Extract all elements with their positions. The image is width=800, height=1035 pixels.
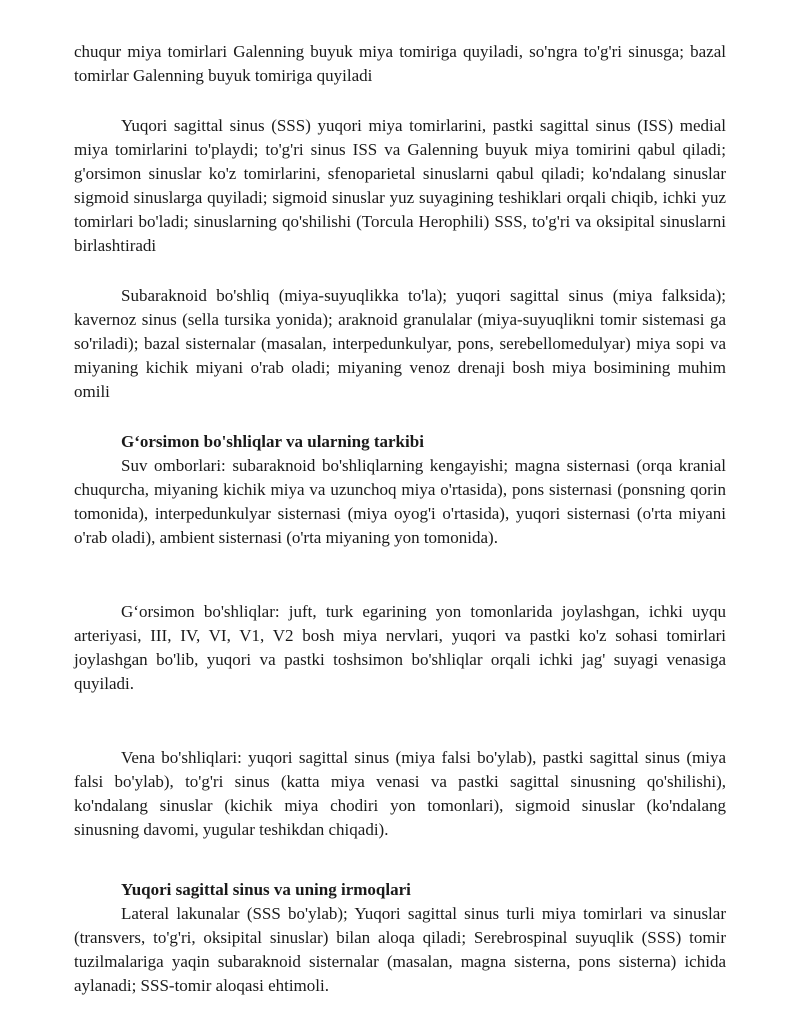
section-heading-sss: Yuqori sagittal sinus va uning irmoqlari [121,880,411,899]
paragraph-cavernous-sinuses: G‘orsimon bo'shliqlar: juft, turk egarining yon tomonlarida joylashgan, ichki uyqu arteriyasi, III, IV, VI, V1, V2 bosh miya nervlari, yuqori va pastki ko'z sohasi tomirlari joylashgan bo'lib, yuqori va pastki toshsimon bo'shliqlar orqali ichki jag' suyagi venasiga quyiladi. [74,602,726,693]
section-heading-cavernous: G‘orsimon bo'shliqlar va ularning tarkibi [121,432,424,451]
paragraph-cisterns: Suv omborlari: subaraknoid bo'shliqlarning kengayishi; magna sisternasi (orqa kranial chuqurcha, miyaning kichik miya va uzunchoq miya o'rtasida), pons sisternasi (ponsning qorin tomonida), interpedunkulyar sisternasi (miya oyog'i o'rtasida), yuqori sisternasi (o'rta miyani o'rab oladi), ambient sisternasi (o'rta miyaning yon tomonida). [74,456,726,547]
paragraph-continuation: chuqur miya tomirlari Galenning buyuk miya tomiriga quyiladi, so'ngra to'g'ri sinusga; bazal tomirlar Galenning buyuk tomiriga quyiladi [74,42,726,85]
paragraph-subarachnoid: Subaraknoid bo'shliq (miya-suyuqlikka to'la); yuqori sagittal sinus (miya falksida); kavernoz sinus (sella tursika yonida); araknoid granulalar (miya-suyuqlikni tomir sistemasi ga so'riladi); bazal sisternalar (masalan, interpedunkulyar, pons, serebellomedulyar) miya sopi va miyaning kichik miyani o'rab oladi; miyaning venoz drenaji bosh miya bosimining muhim omili [74,286,726,401]
paragraph-lateral-lacunae: Lateral lakunalar (SSS bo'ylab); Yuqori sagittal sinus turli miya tomirlari va sinuslar (transvers, to'g'ri, oksipital sinuslar) bilan aloqa qiladi; Serebrospinal suyuqlik (SSS) tomir tuzilmalariga yaqin subaraknoid sisternalar (masalan, magna sisterna, pons sisterna) ichida aylanadi; SSS-tomir aloqasi ehtimoli. [74,904,726,995]
document-page [74,40,726,998]
paragraph-venous-sinuses: Vena bo'shliqlari: yuqori sagittal sinus (miya falsi bo'ylab), pastki sagittal sinus (miya falsi bo'ylab), to'g'ri sinus (katta miya venasi va pastki sagittal sinusning qo'shilishi), ko'ndalang sinuslar (kichik miya chodiri yon tomonlari), sigmoid sinuslar (ko'ndalang sinusning davomi, yugular teshikdan chiqadi). [74,748,726,839]
paragraph-sinus-drainage: Yuqori sagittal sinus (SSS) yuqori miya tomirlarini, pastki sagittal sinus (ISS) medial miya tomirlarini to'playdi; to'g'ri sinus ISS va Galenning buyuk miya tomirini qabul qiladi; g'orsimon sinuslar ko'z tomirlarini, sfenoparietal sinuslarni qabul qiladi; ko'ndalang sinuslar sigmoid sinuslarga quyiladi; sigmoid sinuslar yuz suyagining teshiklari orqali chiqib, ichki yuz tomirlari bo'ladi; sinuslarning qo'shilishi (Torcula Herophili) SSS, to'g'ri va oksipital sinuslarni birlashtiradi [74,116,726,255]
